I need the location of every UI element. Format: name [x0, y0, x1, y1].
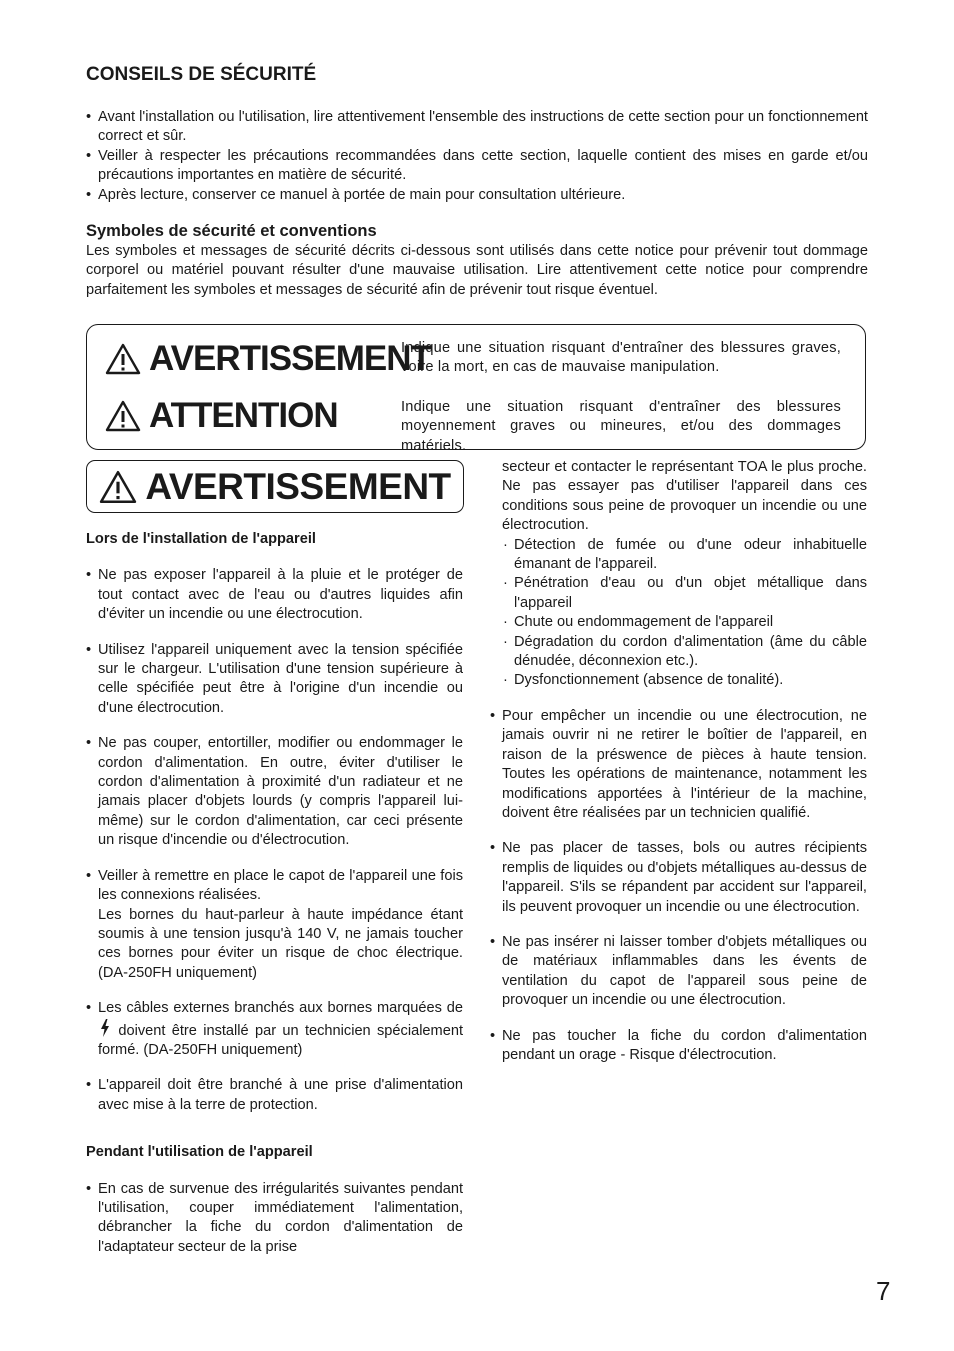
installation-item: • Utilisez l'appareil uniquement avec la tension spécifiée sur le chargeur. L'utilisation d'une tension supérieure à celle spécifiée peut être à l'origine d'un incendie ou d'une électrocution. [86, 641, 463, 719]
installation-item [86, 999, 463, 1060]
installation-item-text: • Veiller à remettre en place le capot de l'appareil une fois les connexions réalisées. [98, 867, 463, 904]
usage-item: • Ne pas insérer ni laisser tomber d'objets métalliques ou de matériaux inflammables dans les évents de ventilation du capot de l'appareil sous peine de provoquer un incendie ou une électrocution. [490, 933, 867, 1011]
warning-triangle-icon [105, 343, 141, 375]
installation-heading: Lors de l'installation de l'appareil [86, 531, 316, 547]
page-title: CONSEILS DE SÉCURITÉ [86, 64, 317, 85]
intro-bullet: • Veiller à respecter les précautions recommandées dans cette section, laquelle contient des mises en garde et/ou précautions importantes en matière de sécurité. [86, 147, 868, 186]
installation-item-extra: Les bornes du haut-parleur à haute impédance étant soumis à une tension jusqu'à 140 V, ne jamais toucher ces bornes pour éviter un risque de choc électrique. (DA-250FH uniquement) [98, 906, 463, 981]
usage-sub-item: · Détection de fumée ou d'une odeur inhabituelle émanant de l'appareil. [502, 536, 867, 575]
installation-item: • L'appareil doit être branché à une prise d'alimentation avec mise à la terre de protection. [86, 1076, 463, 1115]
intro-bullet: • Après lecture, conserver ce manuel à portée de main pour consultation ultérieure. [86, 186, 868, 205]
lightning-bolt-icon [100, 1019, 110, 1037]
usage-item: • Pour empêcher un incendie ou une électrocution, ne jamais ouvrir ni ne retirer le boîtier de l'appareil, en raison de la préswence de pièces à haute tension. Toutes les opérations de maintenance, notamment les modifications apportées à l'intérieur de la machine, doivent être réalisées par un technicien qualifié. [490, 707, 867, 823]
symbols-text: Les symboles et messages de sécurité décrits ci-dessous sont utilisés dans cette notice pour prévenir tout dommage corporel ou matériel pouvant résulter d'une mauvaise utilisation. Lire attentivement cette notice pour comprendre parfaitement les symboles et messages de sécurité afin de prévenir tout risque éventuel. [86, 243, 868, 298]
legend-caution-label: ATTENTION [149, 396, 338, 435]
usage-sub-item: · Dysfonctionnement (absence de tonalité). [502, 671, 867, 690]
right-column [490, 458, 867, 1065]
warning-triangle-icon [99, 470, 137, 504]
symbols-section [86, 222, 868, 300]
installation-item: • Ne pas couper, entortiller, modifier ou endommager le cordon d'alimentation. En outre, éviter d'utiliser le cordon d'alimentation à proximité d'un radiateur et ne jamais placer d'objets lourds (y compris l'appareil lui-même) sur le cordon d'alimentation, car ceci présente un risque d'incendie ou d'électrocution. [86, 734, 463, 850]
legend-box [86, 324, 866, 454]
usage-sub-item: · Dégradation du cordon d'alimentation (âme du câble dénudée, déconnexion etc.). [502, 633, 867, 672]
legend-caution-signal [105, 396, 338, 436]
legend-caution-desc: Indique une situation risquant d'entraîner des blessures moyennement graves ou mineures, et/ou des dommages matériels. [401, 399, 841, 454]
warning-header-box [86, 460, 464, 513]
warning-header-label: AVERTISSEMENT [145, 465, 451, 507]
intro-bullet: • Avant l'installation ou l'utilisation, lire attentivement l'ensemble des instructions de cette section pour un fonctionnement correct et sûr. [86, 108, 868, 147]
legend-warning-signal [105, 339, 431, 379]
usage-item: • Ne pas placer de tasses, bols ou autres récipients remplis de liquides ou d'objets métalliques au-dessus de l'appareil. S'ils se répandent par accident sur l'appareil, ils peuvent provoquer un incendie ou une électrocution. [490, 839, 867, 917]
usage-sub-item: · Pénétration d'eau ou d'un objet métallique dans l'appareil [502, 574, 867, 613]
usage-item: • Ne pas toucher la fiche du cordon d'alimentation pendant un orage - Risque d'électrocution. [490, 1027, 867, 1066]
installation-item: • Ne pas exposer l'appareil à la pluie et le protéger de tout contact avec de l'eau ou d'autres liquides afin d'éviter un incendie ou une électrocution. [86, 566, 463, 624]
usage-sub-list [490, 536, 867, 691]
installation-item-text-after: doivent être installé par un technicien spécialement formé. (DA-250FH uniquement) [98, 1022, 463, 1058]
usage-heading: Pendant l'utilisation de l'appareil [86, 1144, 313, 1161]
legend-warning-desc: Indique une situation risquant d'entraîner des blessures graves, voire la mort, en cas de mauvaise manipulation. [401, 340, 841, 376]
legend-warning-label: AVERTISSEMENT [149, 339, 431, 378]
symbols-heading: Symboles de sécurité et conventions [86, 222, 377, 240]
usage-item: • En cas de survenue des irrégularités suivantes pendant l'utilisation, couper immédiatement l'alimentation, débrancher la fiche du cordon d'alimentation de l'adaptateur secteur de la prise [86, 1180, 463, 1258]
left-column [86, 530, 463, 1257]
intro-bullets [86, 108, 868, 205]
warning-triangle-icon [105, 400, 141, 432]
installation-item-text-before: Les câbles externes branchés aux bornes marquées de [98, 1000, 463, 1017]
installation-item [86, 867, 463, 983]
page-number: 7 [876, 1276, 891, 1306]
usage-sub-item: · Chute ou endommagement de l'appareil [502, 613, 867, 632]
usage-item-continuation: secteur et contacter le représentant TOA le plus proche. Ne pas essayer pas d'utiliser l'appareil dans ces conditions sous peine de provoquer un incendie ou une électrocution. [502, 459, 867, 534]
